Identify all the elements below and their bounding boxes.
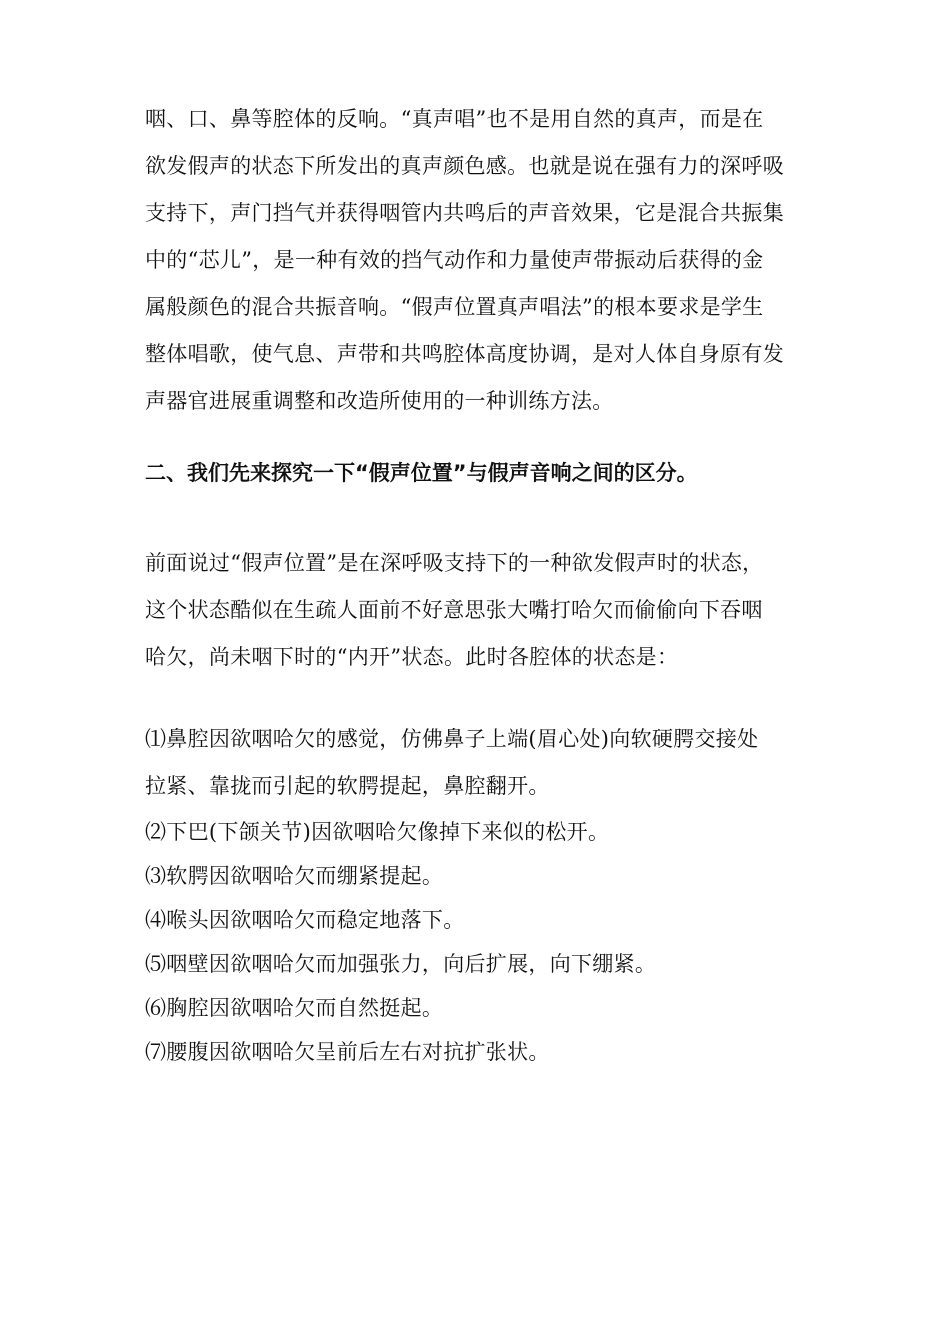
paragraph-line: 哈欠，尚未咽下时的“内开”状态。此时各腔体的状态是：: [145, 645, 679, 669]
paragraph-line: 整体唱歌，使气息、声带和共鸣腔体高度协调，是对人体自身原有发: [145, 342, 784, 366]
list-item: ⑷喉头因欲咽哈欠而稳定地落下。: [145, 908, 465, 932]
paragraph-line: 这个状态酷似在生疏人面前不好意思张大嘴打哈欠而偷偷向下吞咽: [145, 598, 763, 622]
list-item: ⑵下巴(下颌关节)因欲咽哈欠像掉下来似的松开。: [145, 820, 610, 844]
paragraph-line: 支持下，声门挡气并获得咽管内共鸣后的声音效果，它是混合共振集: [145, 201, 784, 225]
paragraph-1: [145, 96, 825, 425]
paragraph-line: 咽、口、鼻等腔体的反响。“真声唱”也不是用自然的真声，而是在: [145, 107, 764, 131]
paragraph-line: 声器官进展重调整和改造所使用的一种训练方法。: [145, 389, 614, 413]
list-item-line: 拉紧、靠拢而引起的软腭提起，鼻腔翻开。: [145, 774, 550, 798]
list-item: ⑹胸腔因欲咽哈欠而自然挺起。: [145, 996, 444, 1020]
paragraph-2: [145, 540, 825, 681]
paragraph-line: 欲发假声的状态下所发出的真声颜色感。也就是说在强有力的深呼吸: [145, 154, 784, 178]
cavity-state-list: [145, 716, 835, 1074]
section-heading: 二、我们先来探究一下“假声位置”与假声音响之间的区分。: [145, 461, 698, 485]
paragraph-line: 中的“芯儿”，是一种有效的挡气动作和力量使声带振动后获得的金: [145, 248, 764, 272]
list-item-line: ⑴鼻腔因欲咽哈欠的感觉，仿佛鼻子上端(眉心处)向软硬腭交接处: [145, 727, 759, 751]
list-item: ⑺腰腹因欲咽哈欠呈前后左右对抗扩张状。: [145, 1040, 550, 1064]
list-item: ⑸咽壁因欲咽哈欠而加强张力，向后扩展，向下绷紧。: [145, 952, 657, 976]
paragraph-line: 前面说过“假声位置”是在深呼吸支持下的一种欲发假声时的状态，: [145, 551, 764, 575]
list-item: [145, 716, 835, 810]
paragraph-line: 属般颜色的混合共振音响。“假声位置真声唱法”的根本要求是学生: [145, 295, 764, 319]
list-item: ⑶软腭因欲咽哈欠而绷紧提起。: [145, 864, 444, 888]
